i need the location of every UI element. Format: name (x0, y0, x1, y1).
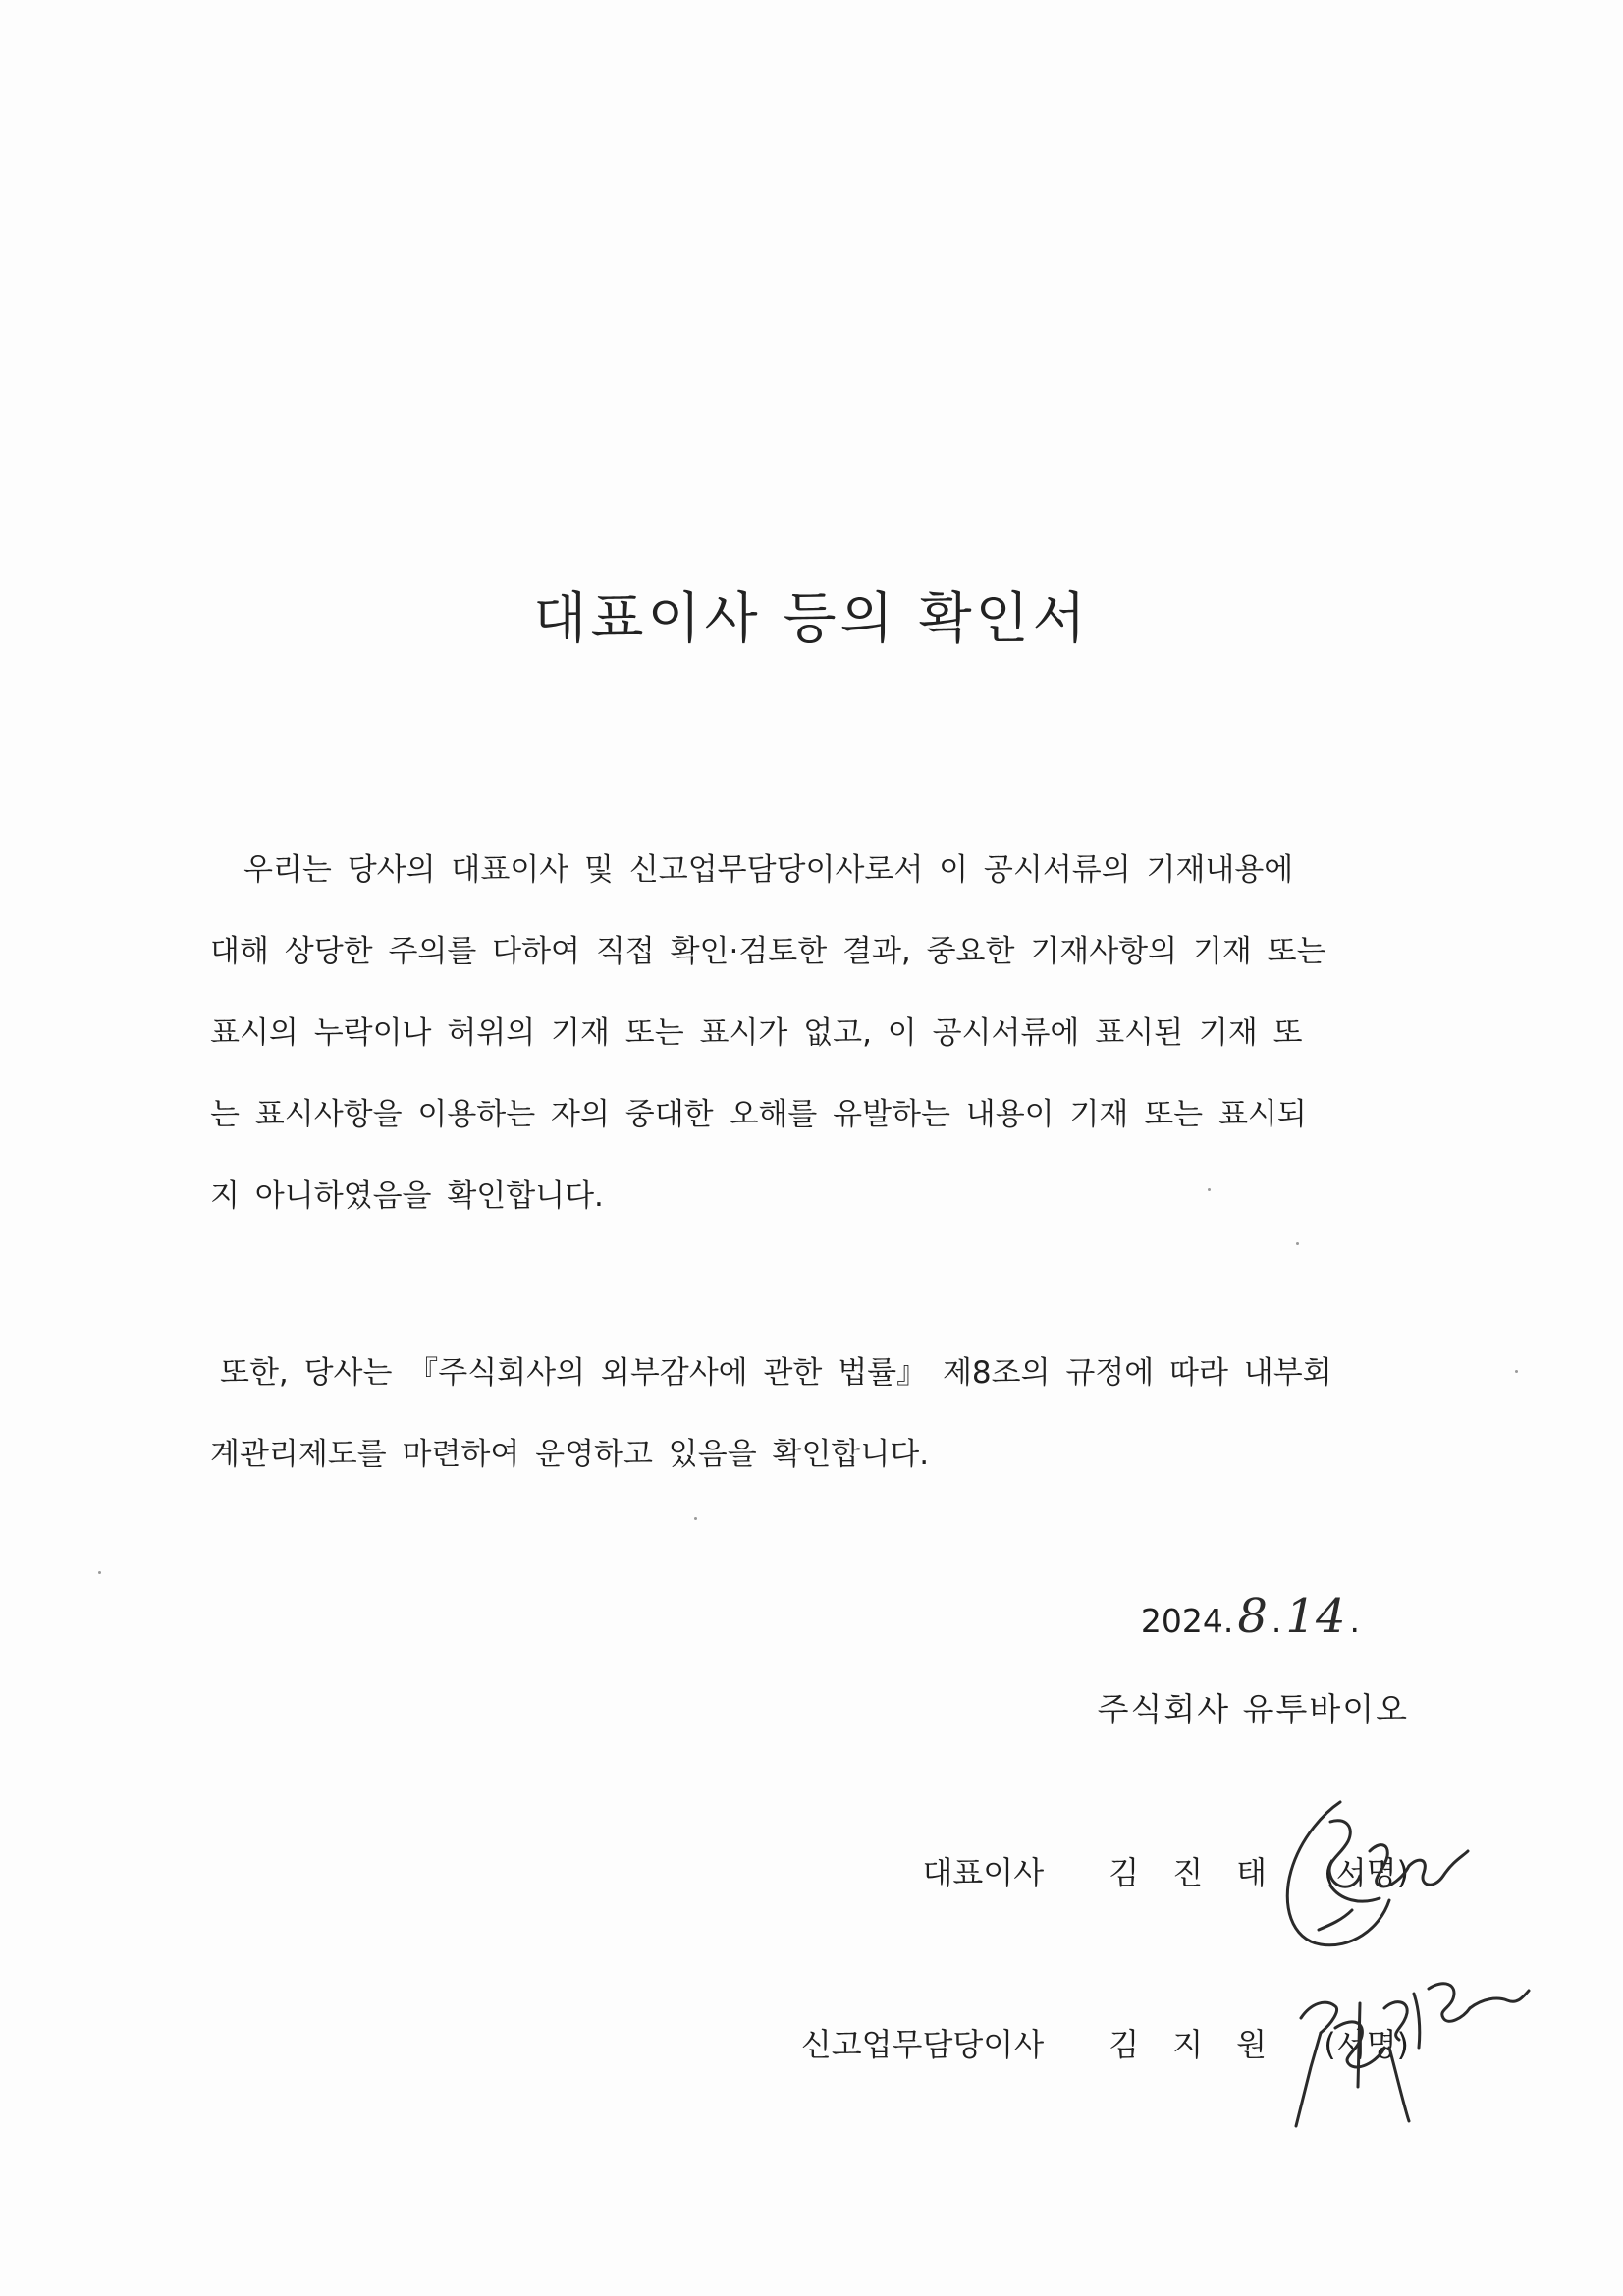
scan-speck (98, 1571, 101, 1574)
signatory-role: 신고업무담당이사 (800, 2026, 1045, 2063)
paragraph-line: 계관리제도를 마련하여 운영하고 있음을 확인합니다. (210, 1437, 930, 1472)
signatory-role: 대표이사 (922, 1854, 1045, 1891)
date-year: 2024. (1140, 1602, 1234, 1640)
date-month-handwritten: 8 (1237, 1589, 1268, 1644)
company-name: 주식회사 유투바이오 (1097, 1690, 1409, 1728)
signature-label: (서명) (1324, 2026, 1409, 2063)
paragraph-line: 우리는 당사의 대표이사 및 신고업무담당이사로서 이 공시서류의 기재내용에 (243, 852, 1294, 888)
date-day-handwritten: 14 (1285, 1589, 1346, 1644)
paragraph-line: 는 표시사항을 이용하는 자의 중대한 오해를 유발하는 내용이 기재 또는 표시되 (210, 1097, 1307, 1132)
date-separator: . (1271, 1602, 1282, 1640)
signatory-name: 김진태 (1109, 1854, 1301, 1891)
paragraph-confirmation (210, 830, 1418, 1237)
paragraph-internal-control (210, 1333, 1418, 1496)
paragraph-line: 표시의 누락이나 허위의 기재 또는 표시가 없고, 이 공시서류에 표시된 기재 또 (210, 1015, 1303, 1051)
document-title: 대표이사 등의 확인서 (533, 586, 1090, 651)
signatory-disclosure-officer (801, 2020, 1409, 2065)
scan-speck (694, 1517, 697, 1520)
signature-label: (서명) (1324, 1854, 1409, 1891)
scan-speck (1515, 1370, 1518, 1373)
signatory-ceo (922, 1848, 1409, 1893)
paragraph-line: 지 아니하였음을 확인합니다. (210, 1178, 604, 1214)
scan-speck (1208, 1188, 1211, 1191)
date-end: . (1349, 1602, 1360, 1640)
scan-speck (1296, 1242, 1299, 1245)
signatory-name: 김지원 (1109, 2026, 1301, 2063)
document-date (1141, 1589, 1360, 1644)
paragraph-line: 대해 상당한 주의를 다하여 직접 확인·검토한 결과, 중요한 기재사항의 기재 또는 (210, 934, 1326, 969)
paragraph-line: 또한, 당사는 『주식회사의 외부감사에 관한 법률』 제8조의 규정에 따라 내부회 (220, 1355, 1332, 1391)
